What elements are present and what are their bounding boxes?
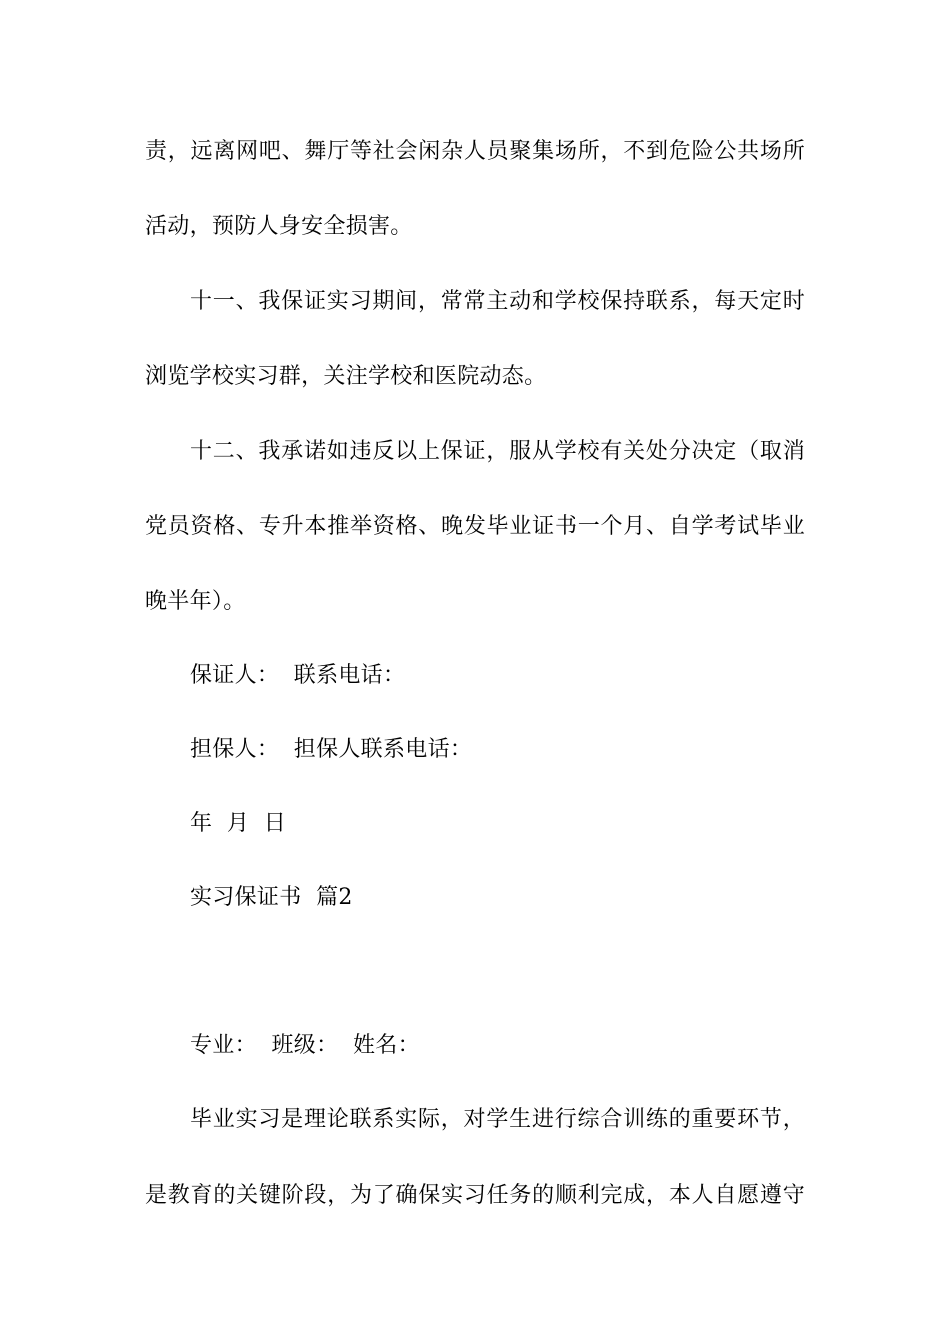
student-info-line: 专业： 班级： 姓名： bbox=[190, 1033, 420, 1058]
section-title: 实习保证书 篇2 bbox=[190, 885, 353, 910]
paragraph-line: 党员资格、专升本推举资格、晚发毕业证书一个月、自学考试毕业 bbox=[145, 514, 805, 539]
sponsor-line: 担保人： 担保人联系电话： bbox=[190, 737, 473, 762]
guarantor-line: 保证人： 联系电话： bbox=[190, 663, 406, 688]
paragraph-line: 十一、我保证实习期间，常常主动和学校保持联系，每天定时 bbox=[190, 289, 805, 314]
date-line: 年 月 日 bbox=[190, 811, 287, 836]
paragraph-line: 晚半年）。 bbox=[145, 589, 246, 614]
paragraph-line: 是教育的关键阶段，为了确保实习任务的顺利完成，本人自愿遵守 bbox=[145, 1183, 805, 1208]
paragraph-line: 十二、我承诺如违反以上保证，服从学校有关处分决定（取消 bbox=[190, 439, 805, 464]
paragraph-line: 毕业实习是理论联系实际，对学生进行综合训练的重要环节， bbox=[190, 1107, 805, 1132]
paragraph-line: 浏览学校实习群，关注学校和医院动态。 bbox=[145, 364, 547, 389]
paragraph-line: 活动，预防人身安全损害。 bbox=[145, 214, 413, 239]
paragraph-line: 责，远离网吧、舞厅等社会闲杂人员聚集场所，不到危险公共场所 bbox=[145, 139, 805, 164]
